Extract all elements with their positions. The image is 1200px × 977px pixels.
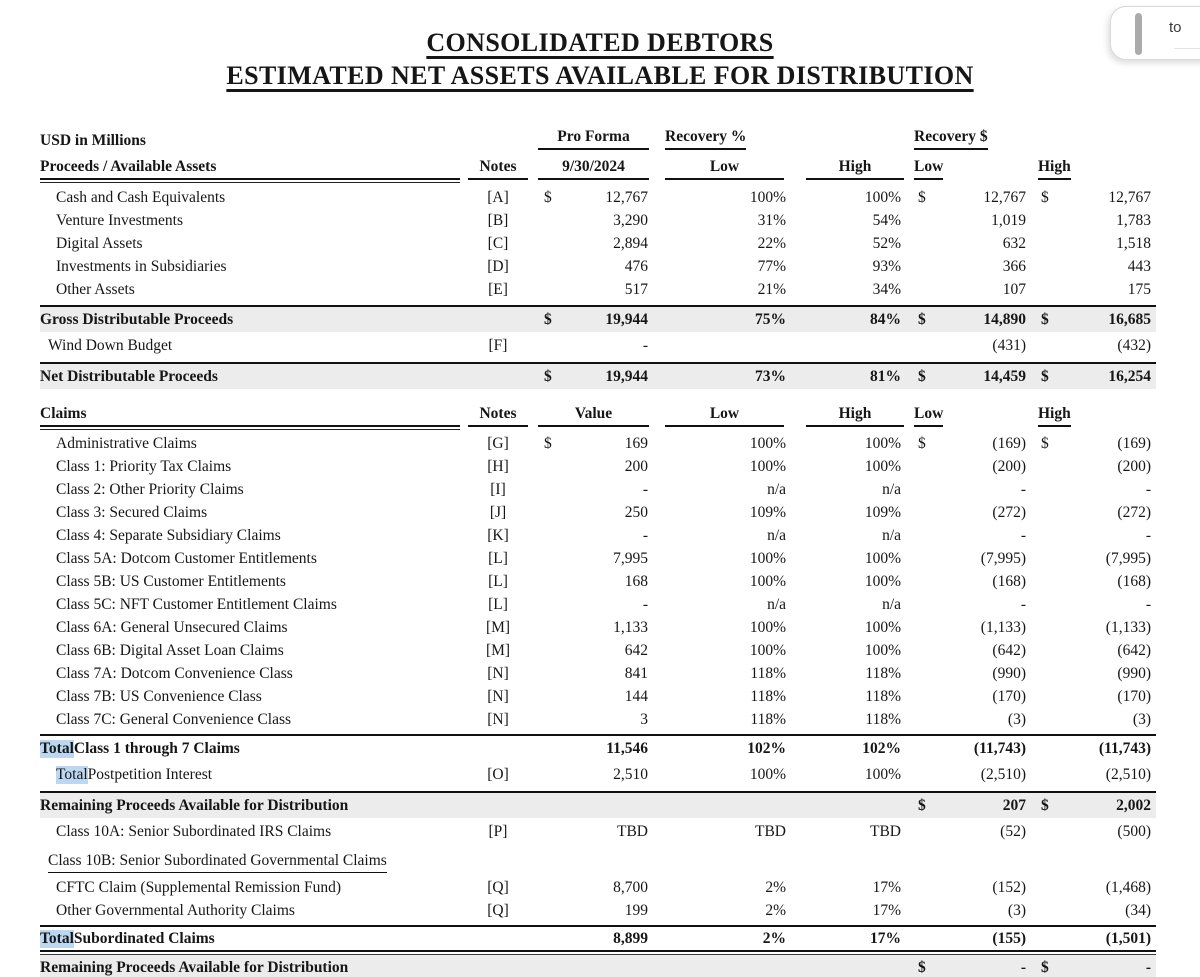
row-label: Class 6B: Digital Asset Loan Claims [56,641,284,659]
recovery-pct-low: 118% [750,710,786,728]
table-row [40,332,1156,359]
row-note-ref [460,364,536,389]
usd-low-amount: - [1020,526,1026,544]
usd-high-amount: 443 [1127,257,1151,275]
recovery-pct-high: 100% [864,572,901,590]
row-note-ref: [G] [487,434,509,452]
recovery-pct-low: 21% [757,280,786,298]
row-note-ref: [P] [488,822,508,840]
page-title-line1: CONSOLIDATED DEBTORS [426,28,774,57]
recovery-pct-high: 81% [870,367,901,385]
row-label: Class 1 through 7 Claims [73,739,240,757]
value-amount: 841 [624,664,648,682]
recovery-pct-high: 100% [864,188,901,206]
recovery-pct-high: 54% [872,211,901,229]
value-amount: 12,767 [605,188,648,206]
usd-low-amount: 107 [1002,280,1026,298]
table-row [40,849,1156,876]
value-currency-sign: $ [544,188,552,206]
value-amount: - [642,526,648,544]
usd-low-amount: 12,767 [983,188,1026,206]
value-amount: - [642,336,648,354]
value-currency-sign: $ [544,434,552,452]
recovery-pct-high [796,332,906,359]
recovery-pct-low: 100% [749,549,786,567]
col-header-notes: Notes [468,405,528,427]
col-header-usd-low: Low [914,158,943,180]
usd-high-amount: (2,510) [1105,765,1151,783]
recovery-pct-high: 118% [865,664,901,682]
table-row [40,305,1156,332]
claims-rows [40,432,1156,977]
row-label: Class 7A: Dotcom Convenience Class [56,664,293,682]
row-label: Class 10A: Senior Subordinated IRS Claims [56,822,332,840]
row-label-highlight: Total [56,765,88,783]
usd-low-amount: (3) [1007,710,1026,728]
usd-high-amount: (990) [1117,664,1151,682]
row-note-ref [460,793,536,818]
usd-low-amount: (1,133) [980,618,1026,636]
usd-high-amount: (642) [1117,641,1151,659]
row-note-ref: [L] [488,549,508,567]
usd-low-amount: (155) [992,929,1026,947]
table-row [40,616,1156,639]
recovery-pct-high: 118% [865,710,901,728]
recovery-pct-low [651,793,796,818]
row-label: Class 3: Secured Claims [56,503,208,521]
recovery-pct-low: 100% [749,188,786,206]
usd-low-amount: (642) [992,641,1026,659]
table-row [40,925,1156,952]
table-row [40,524,1156,547]
row-label: Class 5A: Dotcom Customer Entitlements [56,549,317,567]
recovery-pct-high: 118% [865,687,901,705]
value-amount: 169 [624,434,648,452]
row-note-ref: [H] [487,457,509,475]
usd-low-amount: (52) [1000,822,1026,840]
usd-high-currency-sign: $ [1041,796,1049,814]
usd-high-amount: 1,783 [1116,211,1151,229]
row-label: Remaining Proceeds Available for Distribution [40,959,349,976]
row-label-highlight: Total [40,929,74,947]
row-label: Class 2: Other Priority Claims [56,480,244,498]
table-row [40,209,1156,232]
usd-low-currency-sign: $ [918,434,926,452]
row-note-ref: [I] [490,480,506,498]
recovery-pct-high: 17% [870,929,901,947]
recovery-pct-high [796,955,906,977]
row-note-ref: [Q] [487,878,509,896]
col-header-pct-low: Low [665,158,784,180]
recovery-pct-low: 100% [749,765,786,783]
value-amount: 7,995 [613,549,648,567]
table-row [40,954,1156,977]
value-amount: 2,894 [613,234,648,252]
recovery-pct-low [651,955,796,977]
row-label-highlight: Total [40,739,74,757]
usd-low-amount: - [1020,595,1026,613]
floating-card[interactable] [1110,6,1200,60]
recovery-pct-low: 100% [749,457,786,475]
recovery-pct-high: n/a [882,526,901,544]
row-label: Subordinated Claims [73,929,215,947]
usd-low-amount: - [1020,480,1026,498]
value-amount: 19,944 [605,310,648,328]
usd-high-amount: (11,743) [1098,739,1151,757]
recovery-pct-high: 100% [864,641,901,659]
col-header-usd-high: High [1038,158,1071,180]
recovery-pct-low: 75% [755,310,786,328]
table-row [40,708,1156,731]
recovery-pct-low: 100% [749,572,786,590]
document-header [0,26,1200,92]
row-note-ref: [A] [487,188,509,206]
usd-high-amount: 1,518 [1116,234,1151,252]
table-row [40,593,1156,616]
row-note-ref: [Q] [487,901,509,919]
usd-high-amount: (200) [1117,457,1151,475]
usd-high-amount: (170) [1117,687,1151,705]
row-label: Remaining Proceeds Available for Distribution [40,796,349,814]
row-label: Class 5C: NFT Customer Entitlement Claims [56,595,337,613]
assets-rows [40,186,1156,389]
col-group-recovery-pct: Recovery % [665,128,746,150]
row-label: Administrative Claims [56,434,197,452]
usd-high-currency-sign: $ [1041,188,1049,206]
usd-low-amount: (7,995) [980,549,1026,567]
row-note-ref: [D] [487,257,509,275]
table-row [40,432,1156,455]
usd-low-amount: (168) [992,572,1026,590]
col-header-pct-low: Low [665,405,784,427]
value-currency-sign: $ [544,367,552,385]
usd-high-amount: (1,468) [1105,878,1151,896]
usd-high-amount: (168) [1117,572,1151,590]
row-label: Class 4: Separate Subsidiary Claims [56,526,281,544]
recovery-pct-high: 100% [864,549,901,567]
row-label: Digital Assets [56,234,143,252]
recovery-pct-high: 17% [872,901,901,919]
col-header-claims-label: Claims [40,405,460,427]
usd-high-amount: 16,254 [1108,367,1151,385]
usd-low-amount: (990) [992,664,1026,682]
recovery-pct-low: 73% [755,367,786,385]
row-note-ref: [J] [489,503,507,521]
recovery-pct-high: n/a [882,480,901,498]
usd-high-currency-sign: $ [1041,310,1049,328]
row-note-ref: [L] [488,595,508,613]
row-label: Class 5B: US Customer Entitlements [56,572,286,590]
col-header-proforma-date: 9/30/2024 [538,158,649,180]
row-note-ref [460,736,536,761]
row-label: Class 10B: Senior Subordinated Governmental Claims [48,852,387,869]
usd-high-amount: (3) [1132,710,1151,728]
recovery-pct-low: 102% [747,739,786,757]
usd-low-amount: (272) [992,503,1026,521]
table-row [40,685,1156,708]
value-amount: 11,546 [606,739,648,757]
recovery-pct-high: 100% [864,457,901,475]
usd-low-amount: 632 [1002,234,1026,252]
recovery-pct-low: 100% [749,641,786,659]
value-amount: 199 [624,901,648,919]
row-note-ref: [M] [485,618,511,636]
table-row [40,876,1156,899]
financial-table [0,122,1200,977]
usd-low-currency-sign: $ [918,796,926,814]
value-amount: 1,133 [613,618,648,636]
usd-low-amount: (11,743) [973,739,1026,757]
recovery-pct-high: 93% [872,257,901,275]
row-label: Class 7B: US Convenience Class [56,687,262,705]
value-amount: - [642,480,648,498]
recovery-pct-high: n/a [882,595,901,613]
value-amount: 19,944 [605,367,648,385]
recovery-pct-high: 100% [864,618,901,636]
recovery-pct-high [796,849,906,876]
row-label: Venture Investments [56,211,183,229]
col-group-recovery-usd: Recovery $ [914,128,988,150]
value-amount: 168 [624,572,648,590]
table-row [40,478,1156,501]
row-note-ref: [L] [488,572,508,590]
recovery-pct-high: 84% [870,310,901,328]
recovery-pct-low: 118% [750,687,786,705]
table-row [40,639,1156,662]
row-label: Investments in Subsidiaries [56,257,227,275]
row-note-ref: [O] [487,765,509,783]
row-label: Other Assets [56,280,135,298]
usd-high-amount: 175 [1127,280,1151,298]
table-row [40,899,1156,922]
recovery-pct-low: TBD [755,822,786,840]
value-amount: - [642,595,648,613]
row-label: Class 7C: General Convenience Class [56,710,292,728]
usd-high-amount: (1,133) [1105,618,1151,636]
usd-high-amount: - [1145,959,1151,976]
usd-low-amount: - [1020,959,1026,976]
row-note-ref: [M] [485,641,511,659]
usd-high-currency-sign: $ [1041,434,1049,452]
table-row [40,761,1156,788]
value-amount: 476 [624,257,648,275]
usd-high-amount: - [1145,526,1151,544]
table-row [40,278,1156,301]
usd-low-currency-sign: $ [918,310,926,328]
recovery-pct-high: TBD [870,822,901,840]
table-row [40,455,1156,478]
value-amount: 200 [624,457,648,475]
usd-low-amount: 207 [1002,796,1026,814]
usd-low-amount: (2,510) [980,765,1026,783]
value-amount: 250 [624,503,648,521]
usd-high-amount: (1,501) [1105,929,1151,947]
table-row [40,547,1156,570]
col-header-assets-label: Proceeds / Available Assets [40,158,460,180]
row-note-ref [460,955,536,977]
value-amount: TBD [617,822,648,840]
row-note-ref: [K] [487,526,509,544]
col-header-value: Value [538,405,649,427]
usd-low-amount: (3) [1007,901,1026,919]
recovery-pct-low: 31% [757,211,786,229]
recovery-pct-high: 34% [872,280,901,298]
usd-low-currency-sign: $ [918,367,926,385]
recovery-pct-low: n/a [767,480,786,498]
usd-high-amount: (34) [1125,901,1151,919]
row-label: Postpetition Interest [87,765,213,783]
recovery-pct-low: 22% [757,234,786,252]
usd-high-amount: 2,002 [1116,796,1151,814]
unit-label: USD in Millions [40,132,146,149]
value-amount: 2,510 [613,765,648,783]
usd-high-amount: (7,995) [1105,549,1151,567]
card-partial-text: to [1169,19,1182,36]
usd-high-amount: (432) [1117,336,1151,354]
recovery-pct-low: 2% [762,929,786,947]
col-header-pct-high: High [806,158,904,180]
usd-low-amount: 14,459 [983,367,1026,385]
recovery-pct-high: 102% [862,739,901,757]
usd-high-currency-sign: $ [1041,959,1049,976]
value-amount: 3 [640,710,648,728]
usd-low-amount: (170) [992,687,1026,705]
col-header-notes: Notes [468,158,528,180]
usd-low-currency-sign: $ [918,188,926,206]
recovery-pct-low [651,849,796,876]
value-amount: 3,290 [613,211,648,229]
row-label: Wind Down Budget [48,336,173,354]
value-amount: 517 [624,280,648,298]
usd-high-amount: (272) [1117,503,1151,521]
row-label: Other Governmental Authority Claims [56,901,295,919]
recovery-pct-high: 100% [864,434,901,452]
row-label: Class 6A: General Unsecured Claims [56,618,288,636]
row-note-ref: [N] [487,710,509,728]
col-header-usd-low: Low [914,405,943,427]
table-row [40,662,1156,685]
usd-low-amount: (152) [992,878,1026,896]
assets-header [40,122,1156,180]
recovery-pct-high: 109% [864,503,901,521]
row-note-ref: [E] [488,280,508,298]
row-note-ref [460,927,536,950]
col-header-usd-high: High [1038,405,1071,427]
value-currency-sign: $ [544,310,552,328]
table-row [40,570,1156,593]
usd-low-amount: 14,890 [983,310,1026,328]
row-label: CFTC Claim (Supplemental Remission Fund) [56,878,342,896]
usd-high-amount: (500) [1117,822,1151,840]
table-row [40,186,1156,209]
usd-low-amount: (431) [992,336,1026,354]
card-divider [1174,48,1200,49]
row-note-ref [460,849,536,876]
row-note-ref [460,307,536,332]
recovery-pct-low: n/a [767,595,786,613]
row-note-ref: [N] [487,687,509,705]
table-row [40,791,1156,818]
row-note-ref: [B] [487,211,509,229]
value-amount: 8,700 [613,878,648,896]
usd-low-amount: (169) [992,434,1026,452]
recovery-pct-high: 100% [864,765,901,783]
table-row [40,818,1156,845]
recovery-pct-low: 109% [749,503,786,521]
col-header-pct-high: High [806,405,904,427]
row-label: Class 1: Priority Tax Claims [56,457,232,475]
value-amount: 8,899 [613,929,648,947]
recovery-pct-low: 2% [765,901,786,919]
usd-low-currency-sign: $ [918,959,926,976]
row-note-ref: [C] [487,234,509,252]
row-label: Gross Distributable Proceeds [40,310,234,328]
table-row [40,734,1156,761]
usd-high-currency-sign: $ [1041,367,1049,385]
page-title-line2: ESTIMATED NET ASSETS AVAILABLE FOR DISTRIBUTION [226,61,974,90]
usd-high-amount: - [1145,480,1151,498]
usd-high-amount: (169) [1117,434,1151,452]
usd-high-amount: - [1145,595,1151,613]
table-row [40,232,1156,255]
usd-low-amount: (200) [992,457,1026,475]
usd-low-amount: 366 [1002,257,1026,275]
scrollbar-thumb[interactable] [1135,13,1142,55]
recovery-pct-high: 17% [872,878,901,896]
recovery-pct-low: 2% [765,878,786,896]
usd-high-amount: 16,685 [1108,310,1151,328]
usd-low-amount: 1,019 [991,211,1026,229]
recovery-pct-low: 77% [757,257,786,275]
table-row [40,501,1156,524]
recovery-pct-high [796,793,906,818]
recovery-pct-low: 118% [750,664,786,682]
row-label: Cash and Cash Equivalents [56,188,226,206]
row-note-ref: [F] [488,336,508,354]
recovery-pct-low: n/a [767,526,786,544]
row-note-ref: [N] [487,664,509,682]
recovery-pct-low: 100% [749,618,786,636]
recovery-pct-high: 52% [872,234,901,252]
claims-header [40,399,1156,427]
table-row [40,255,1156,278]
usd-high-amount: 12,767 [1108,188,1151,206]
col-group-pro-forma: Pro Forma [538,128,649,150]
value-amount: 144 [624,687,648,705]
recovery-pct-low: 100% [749,434,786,452]
value-amount: 642 [624,641,648,659]
row-label: Net Distributable Proceeds [40,367,218,385]
recovery-pct-low [651,332,796,359]
table-row [40,362,1156,389]
